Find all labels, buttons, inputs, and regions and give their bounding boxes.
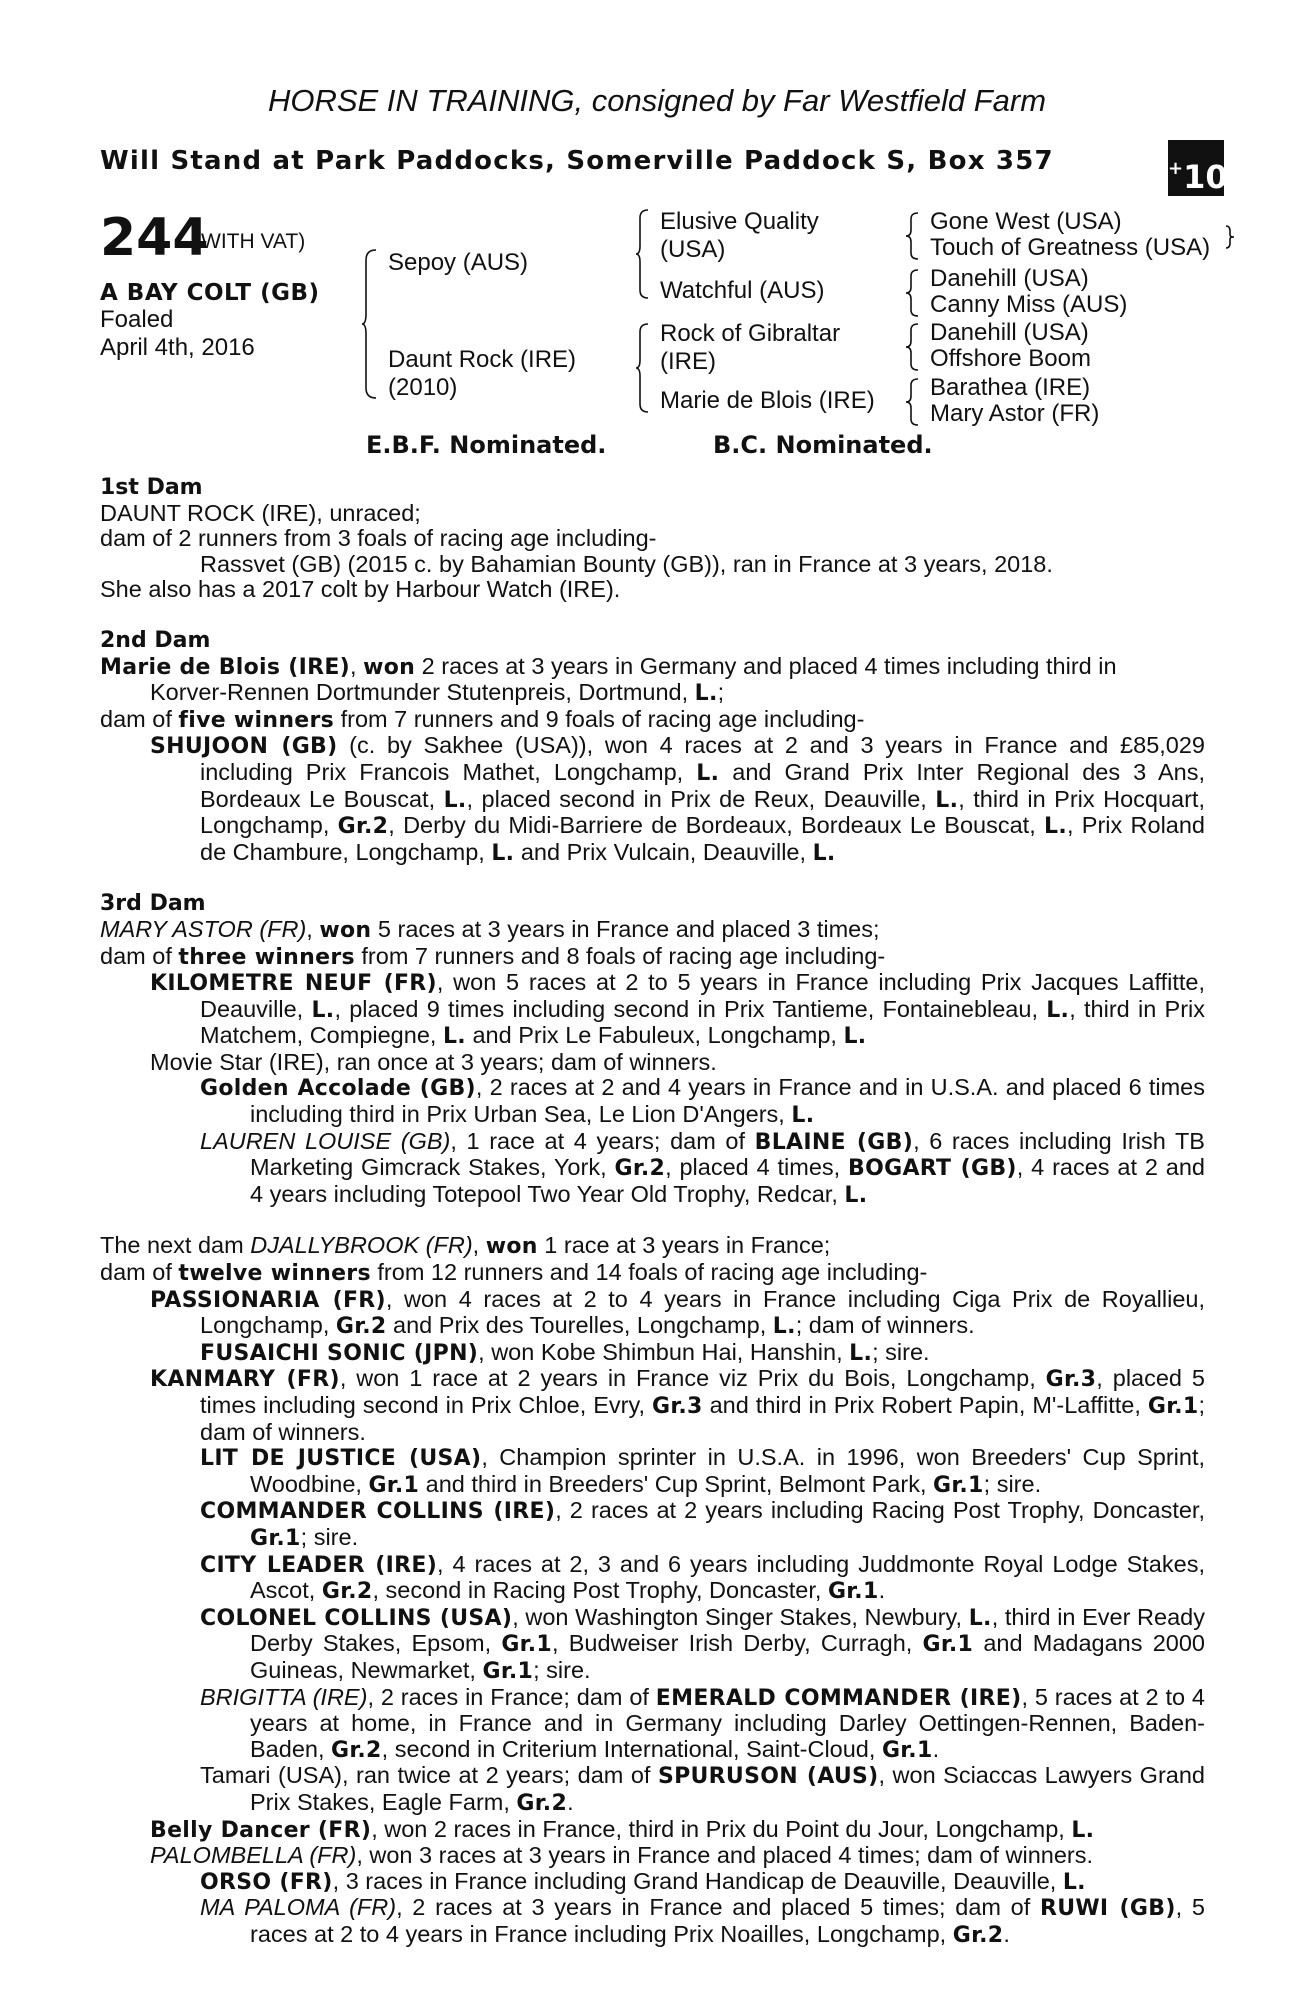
pedigree-paragraph: [100, 1050, 1205, 1076]
bold-text: LIT DE JUSTICE (USA): [200, 1446, 482, 1472]
text-run: , 5 races at 2 to 4 years in France including Prix Noailles, Longchamp,: [250, 1894, 1205, 1947]
text-run: , 4 races at 2 and 4 years including Totepool Two Year Old Trophy, Redcar,: [250, 1154, 1205, 1207]
bold-text: EMERALD COMMANDER (IRE): [655, 1685, 1022, 1711]
lot-badge: [1168, 140, 1228, 196]
text-run: ; sire.: [533, 1656, 591, 1683]
pedigree-dds: Barathea (IRE): [930, 374, 1091, 401]
bold-text: Marie de Blois (IRE): [100, 654, 351, 680]
text-run: Tamari (USA), ran twice at 2 years; dam of: [200, 1762, 658, 1789]
pedigree-paragraph: [100, 1817, 1205, 1844]
pedigree-dam: [388, 346, 576, 402]
pedigree-paragraph: [100, 1763, 1205, 1816]
bold-text: BLAINE (GB): [754, 1129, 914, 1155]
bold-text: Gr.2: [331, 1737, 382, 1763]
bold-text: Golden Accolade (GB): [200, 1076, 476, 1102]
text-run: , won 1 race at 2 years in France viz Prix du Bois, Longchamp,: [339, 1365, 1046, 1392]
bold-text: Gr.2: [516, 1790, 568, 1816]
bold-text: L.: [849, 1340, 873, 1366]
bold-text: five winners: [178, 707, 335, 733]
bold-text: Gr.2: [335, 1314, 387, 1340]
pedigree-sss: Gone West (USA): [930, 208, 1122, 235]
bold-text: L.: [311, 997, 335, 1023]
text-run: from 7 runners and 9 foals of racing age including-: [334, 705, 865, 732]
bold-text: L.: [694, 681, 718, 707]
bold-text: won: [485, 1234, 538, 1260]
bold-text: ORSO (FR): [200, 1869, 333, 1895]
bold-text: L.: [696, 760, 720, 786]
text-run: , won Sciaccas Lawyers Grand Prix Stakes, Eagle Farm,: [250, 1762, 1205, 1815]
bold-text: KANMARY (FR): [150, 1367, 340, 1393]
vat-note: (WITH VAT): [194, 230, 306, 253]
text-run: , third in Prix Hocquart, Longchamp,: [200, 785, 1205, 839]
pedigree-bracket-ds: [906, 322, 920, 372]
text-run: , second in Criterium International, Saint-Cloud,: [381, 1735, 882, 1762]
text-run: The next dam: [100, 1232, 251, 1259]
pedigree-bracket-sire: [636, 208, 652, 300]
foaled-info: [100, 306, 255, 362]
text-run: , third in Ever Ready Derby Stakes, Epsom,: [250, 1603, 1205, 1657]
text-run: 5 races at 3 years in France and placed 3 times;: [371, 915, 880, 942]
pedigree-paragraph: [100, 917, 1205, 944]
section-heading: 1st Dam: [100, 475, 203, 500]
lot-number: 244: [100, 208, 209, 268]
bold-text: L.: [843, 1024, 867, 1050]
bold-text: Gr.1: [881, 1737, 933, 1763]
pedigree-dam-year: (2010): [388, 374, 458, 401]
pedigree-paragraph: [100, 577, 1205, 603]
text-run: .: [1003, 1920, 1010, 1947]
pedigree-sire: Sepoy (AUS): [388, 249, 529, 276]
text-run: , placed 5 times including second in Prix Chloe, Evry,: [200, 1365, 1205, 1418]
pedigree-paragraph: [100, 1685, 1205, 1764]
text-run: dam of: [100, 705, 179, 732]
bold-text: L.: [935, 787, 959, 813]
pedigree-paragraph: [100, 1366, 1205, 1445]
text-run: , Prix Roland de Chambure, Longchamp,: [200, 812, 1205, 865]
text-run: , won Kobe Shimbun Hai, Hanshin,: [478, 1338, 850, 1365]
text-run: ; sire.: [872, 1338, 930, 1365]
foaled-label: Foaled: [100, 306, 174, 333]
pedigree-paragraph: [100, 1260, 1205, 1287]
page-title: HORSE IN TRAINING, consigned by Far Westfield Farm: [267, 83, 1047, 118]
foaled-date: April 4th, 2016: [100, 334, 255, 361]
text-run: dam of: [100, 942, 179, 969]
italic-text: BRIGITTA (IRE): [200, 1683, 368, 1710]
text-run: , Derby du Midi-Barriere de Bordeaux, Bordeaux Le Bouscat,: [388, 812, 1044, 839]
bold-text: L.: [772, 1314, 796, 1340]
pedigree-paragraph: [100, 1129, 1205, 1209]
text-run: and Prix Vulcain, Deauville,: [514, 838, 813, 865]
bold-text: Gr.2: [614, 1156, 666, 1182]
pedigree-dam-name: Daunt Rock (IRE): [388, 346, 577, 373]
section-heading: 2nd Dam: [100, 627, 211, 653]
pedigree-paragraph: [100, 1895, 1205, 1948]
bold-text: three winners: [178, 944, 355, 970]
pedigree-ds-country: (IRE): [660, 348, 716, 375]
text-run: , 2 races at 2 and 4 years in France and in U.S.A. and placed 6 times including third in Prix Urban Sea, Le Lion D'Angers,: [250, 1074, 1205, 1128]
text-run: ,: [350, 652, 364, 679]
section-gap: [100, 603, 1205, 628]
text-run: , won 3 races at 3 years in France and placed 4 times; dam of winners.: [356, 1842, 1094, 1869]
pedigree-paragraph: [100, 1843, 1205, 1869]
text-run: dam of: [100, 1259, 179, 1286]
pedigree-paragraph: [100, 501, 1205, 527]
pedigree-bracket-ss: [906, 211, 920, 261]
text-run: (c. by Sakhee (USA)), won 4 races at 2 and 3 years in France and £85,029 including Prix Francois Mathet, Longchamp,: [200, 732, 1205, 785]
pedigree-ddd: Mary Astor (FR): [930, 400, 1100, 427]
text-run: , won 2 races in France, third in Prix du Point du Jour, Longchamp,: [371, 1815, 1072, 1842]
text-run: Korver-Rennen Dortmunder Stutenpreis, Dortmund,: [150, 679, 695, 706]
bold-text: COLONEL COLLINS (USA): [200, 1605, 513, 1631]
italic-text: LAUREN LOUISE (GB): [200, 1127, 451, 1154]
bold-text: twelve winners: [178, 1261, 371, 1287]
pedigree-bracket-main: [362, 248, 382, 400]
pedigree-paragraph: [100, 654, 1205, 681]
pedigree-dam-dam: Marie de Blois (IRE): [660, 387, 875, 414]
pedigree-ss-country: (USA): [660, 236, 726, 263]
text-run: , 1 race at 4 years; dam of: [450, 1127, 755, 1154]
bold-text: Gr.2: [952, 1922, 1004, 1948]
section-gap: [100, 866, 1205, 891]
text-run: , 2 races at 2 years including Racing Post Trophy, Doncaster,: [555, 1497, 1205, 1524]
pedigree-paragraph: [100, 1869, 1205, 1896]
bold-text: L.: [1044, 814, 1067, 840]
bold-text: won: [363, 654, 416, 680]
text-run: ,: [472, 1232, 486, 1259]
pedigree-paragraph: [100, 970, 1205, 1050]
ebf-nominated: E.B.F. Nominated.: [366, 431, 607, 459]
text-run: ; sire.: [300, 1523, 359, 1550]
badge-number: 10: [1183, 158, 1228, 196]
bold-text: RUWI (GB): [1039, 1896, 1176, 1922]
text-run: , 3 races in France including Grand Handicap de Deauville, Deauville,: [332, 1867, 1063, 1894]
text-run: , Champion sprinter in U.S.A. in 1996, won Breeders' Cup Sprint, Woodbine,: [250, 1444, 1205, 1497]
text-run: dam of 2 runners from 3 foals of racing age including-: [100, 525, 657, 552]
bold-text: Gr.1: [482, 1658, 534, 1684]
bold-text: L.: [791, 1103, 815, 1129]
pedigree-paragraph: [100, 1445, 1205, 1498]
text-run: 1 race at 3 years in France;: [537, 1232, 831, 1259]
text-run: , second in Racing Post Trophy, Doncaster,: [372, 1577, 828, 1604]
pedigree-paragraph: [100, 733, 1205, 866]
text-run: , placed second in Prix de Reux, Deauville,: [466, 785, 936, 812]
bold-text: Gr.3: [1045, 1367, 1097, 1393]
text-run: Movie Star (IRE), ran once at 3 years; dam of winners.: [150, 1048, 717, 1075]
text-run: DAUNT ROCK (IRE), unraced;: [100, 499, 421, 526]
text-run: , 5 races at 2 to 4 years at home, in France and in Germany including Darley Oettingen-Rennen, Baden-Baden,: [250, 1683, 1205, 1762]
pedigree-paragraph: [100, 1233, 1205, 1260]
section-gap: [100, 1208, 1205, 1233]
text-run: .: [932, 1735, 940, 1762]
pedigree-ss-name: Elusive Quality: [660, 208, 819, 235]
pedigree-paragraph: [100, 526, 1205, 552]
bold-text: Gr.1: [933, 1472, 984, 1498]
bold-text: L.: [1071, 1817, 1095, 1843]
bold-text: won: [319, 917, 372, 943]
text-run: and Grand Prix Inter Regional des 3 Ans, Bordeaux Le Bouscat,: [200, 758, 1205, 812]
horse-description: A BAY COLT (GB): [100, 280, 320, 306]
text-run: ,: [306, 915, 320, 942]
text-run: , won Washington Singer Stakes, Newbury,: [512, 1603, 969, 1630]
text-run: and Prix des Tourelles, Longchamp,: [386, 1312, 773, 1339]
bold-text: L.: [491, 840, 515, 866]
bold-text: PASSIONARIA (FR): [150, 1287, 386, 1313]
text-run: 2 races at 3 years in Germany and placed 4 times including third in: [415, 652, 1117, 679]
bc-nominated: B.C. Nominated.: [713, 431, 933, 459]
text-run: , Budweiser Irish Derby, Curragh,: [551, 1630, 923, 1657]
badge-plus: +: [1168, 158, 1184, 179]
bold-text: Gr.1: [368, 1472, 420, 1498]
bold-text: Gr.2: [337, 814, 389, 840]
italic-text: PALOMBELLA (FR): [150, 1842, 357, 1869]
catalogue-body: [100, 475, 1205, 1948]
pedigree-sdd: Canny Miss (AUS): [930, 291, 1128, 318]
pedigree-paragraph: [100, 1075, 1205, 1128]
text-run: and Madagans 2000 Guineas, Newmarket,: [250, 1630, 1205, 1683]
bold-text: Gr.2: [321, 1579, 373, 1605]
bold-text: Gr.1: [1147, 1394, 1199, 1419]
pedigree-sire-dam: Watchful (AUS): [660, 277, 825, 304]
bold-text: L.: [1046, 997, 1070, 1023]
bold-text: Gr.1: [922, 1632, 974, 1658]
pedigree-paragraph: [100, 707, 1205, 734]
text-run: , third in Prix Matchem, Compiegne,: [200, 995, 1205, 1049]
pedigree-ds-name: Rock of Gibraltar: [660, 320, 841, 347]
text-run: , 6 races including Irish TB Marketing Gimcrack Stakes, York,: [250, 1127, 1205, 1181]
text-run: , won 4 races at 2 to 4 years in France including Ciga Prix de Royallieu, Longchamp,: [200, 1285, 1205, 1339]
pedigree-bracket-sd: [906, 268, 920, 318]
bold-text: L.: [443, 787, 467, 813]
bold-text: BOGART (GB): [848, 1156, 1017, 1182]
bold-text: Gr.1: [250, 1525, 301, 1551]
bold-text: L.: [812, 840, 836, 866]
pedigree-paragraph: [100, 944, 1205, 971]
text-run: and Prix Le Fabuleux, Longchamp,: [465, 1022, 844, 1049]
pedigree-dam-sire: [660, 320, 840, 376]
pedigree-paragraph: [100, 1340, 1205, 1367]
text-run: ;: [717, 679, 725, 706]
text-run: , won 5 races at 2 to 5 years in France including Prix Jacques Laffitte, Deauville,: [200, 969, 1205, 1022]
italic-text: MARY ASTOR (FR): [100, 915, 307, 942]
bold-text: SPURUSON (AUS): [657, 1764, 879, 1790]
text-run: ; dam of winners.: [795, 1312, 975, 1339]
bold-text: CITY LEADER (IRE): [200, 1552, 438, 1578]
bold-text: L.: [968, 1605, 992, 1631]
text-run: and third in Breeders' Cup Sprint, Belmont Park,: [419, 1470, 933, 1497]
text-run: .: [878, 1577, 886, 1604]
stand-location: Will Stand at Park Paddocks, Somerville Paddock S, Box 357: [100, 146, 1054, 176]
text-run: .: [567, 1788, 574, 1815]
text-run: ; dam of winners.: [200, 1392, 1206, 1445]
pedigree-bracket-dam: [636, 322, 652, 414]
text-run: ; sire.: [983, 1470, 1042, 1497]
bold-text: COMMANDER COLLINS (IRE): [200, 1499, 556, 1525]
bold-text: Belly Dancer (FR): [150, 1817, 372, 1843]
pedigree-bracket-dd: [906, 377, 920, 427]
bold-text: Gr.3: [652, 1394, 703, 1419]
pedigree-paragraph: [100, 1552, 1205, 1605]
bold-text: FUSAICHI SONIC (JPN): [200, 1340, 479, 1366]
pedigree-paragraph: [100, 1605, 1205, 1685]
text-run: She also has a 2017 colt by Harbour Watch (IRE).: [100, 576, 621, 603]
pedigree-dsd: Offshore Boom: [930, 345, 1091, 372]
pedigree-paragraph: [100, 1287, 1205, 1340]
text-run: from 12 runners and 14 foals of racing age including-: [370, 1259, 928, 1286]
pedigree-paragraph: [100, 1498, 1205, 1551]
italic-text: DJALLYBROOK (FR): [250, 1232, 473, 1259]
text-run: from 7 runners and 8 foals of racing age including-: [354, 942, 886, 969]
text-run: , 4 races at 2, 3 and 6 years including Juddmonte Royal Lodge Stakes, Ascot,: [250, 1550, 1205, 1604]
bold-text: Gr.1: [827, 1579, 879, 1605]
pedigree-ssd: Touch of Greatness (USA): [930, 234, 1211, 261]
pedigree-dss: Danehill (USA): [930, 319, 1089, 346]
pedigree-sire-sire: [660, 208, 819, 264]
bold-text: L.: [844, 1182, 868, 1208]
pedigree-sds: Danehill (USA): [930, 265, 1089, 292]
italic-text: MA PALOMA (FR): [200, 1894, 397, 1921]
pedigree-bracket-right: [1226, 224, 1236, 250]
pedigree-paragraph: [100, 552, 1205, 578]
text-run: , placed 9 times including second in Prix Tantieme, Fontainebleau,: [334, 995, 1047, 1022]
text-run: , placed 4 times,: [665, 1154, 849, 1181]
text-run: and third in Prix Robert Papin, M'-Laffitte,: [702, 1392, 1148, 1418]
text-run: , 2 races at 3 years in France and placed 5 times; dam of: [396, 1894, 1040, 1921]
text-run: , 2 races in France; dam of: [367, 1683, 656, 1710]
bold-text: KILOMETRE NEUF (FR): [150, 971, 437, 997]
bold-text: L.: [1062, 1869, 1086, 1895]
section-heading: 3rd Dam: [100, 891, 206, 917]
bold-text: SHUJOON (GB): [150, 734, 338, 760]
bold-text: L.: [442, 1024, 466, 1050]
pedigree-paragraph: [100, 680, 1205, 707]
text-run: Rassvet (GB) (2015 c. by Bahamian Bounty (GB)), ran in France at 3 years, 2018.: [200, 550, 1053, 577]
bold-text: Gr.1: [501, 1632, 552, 1658]
